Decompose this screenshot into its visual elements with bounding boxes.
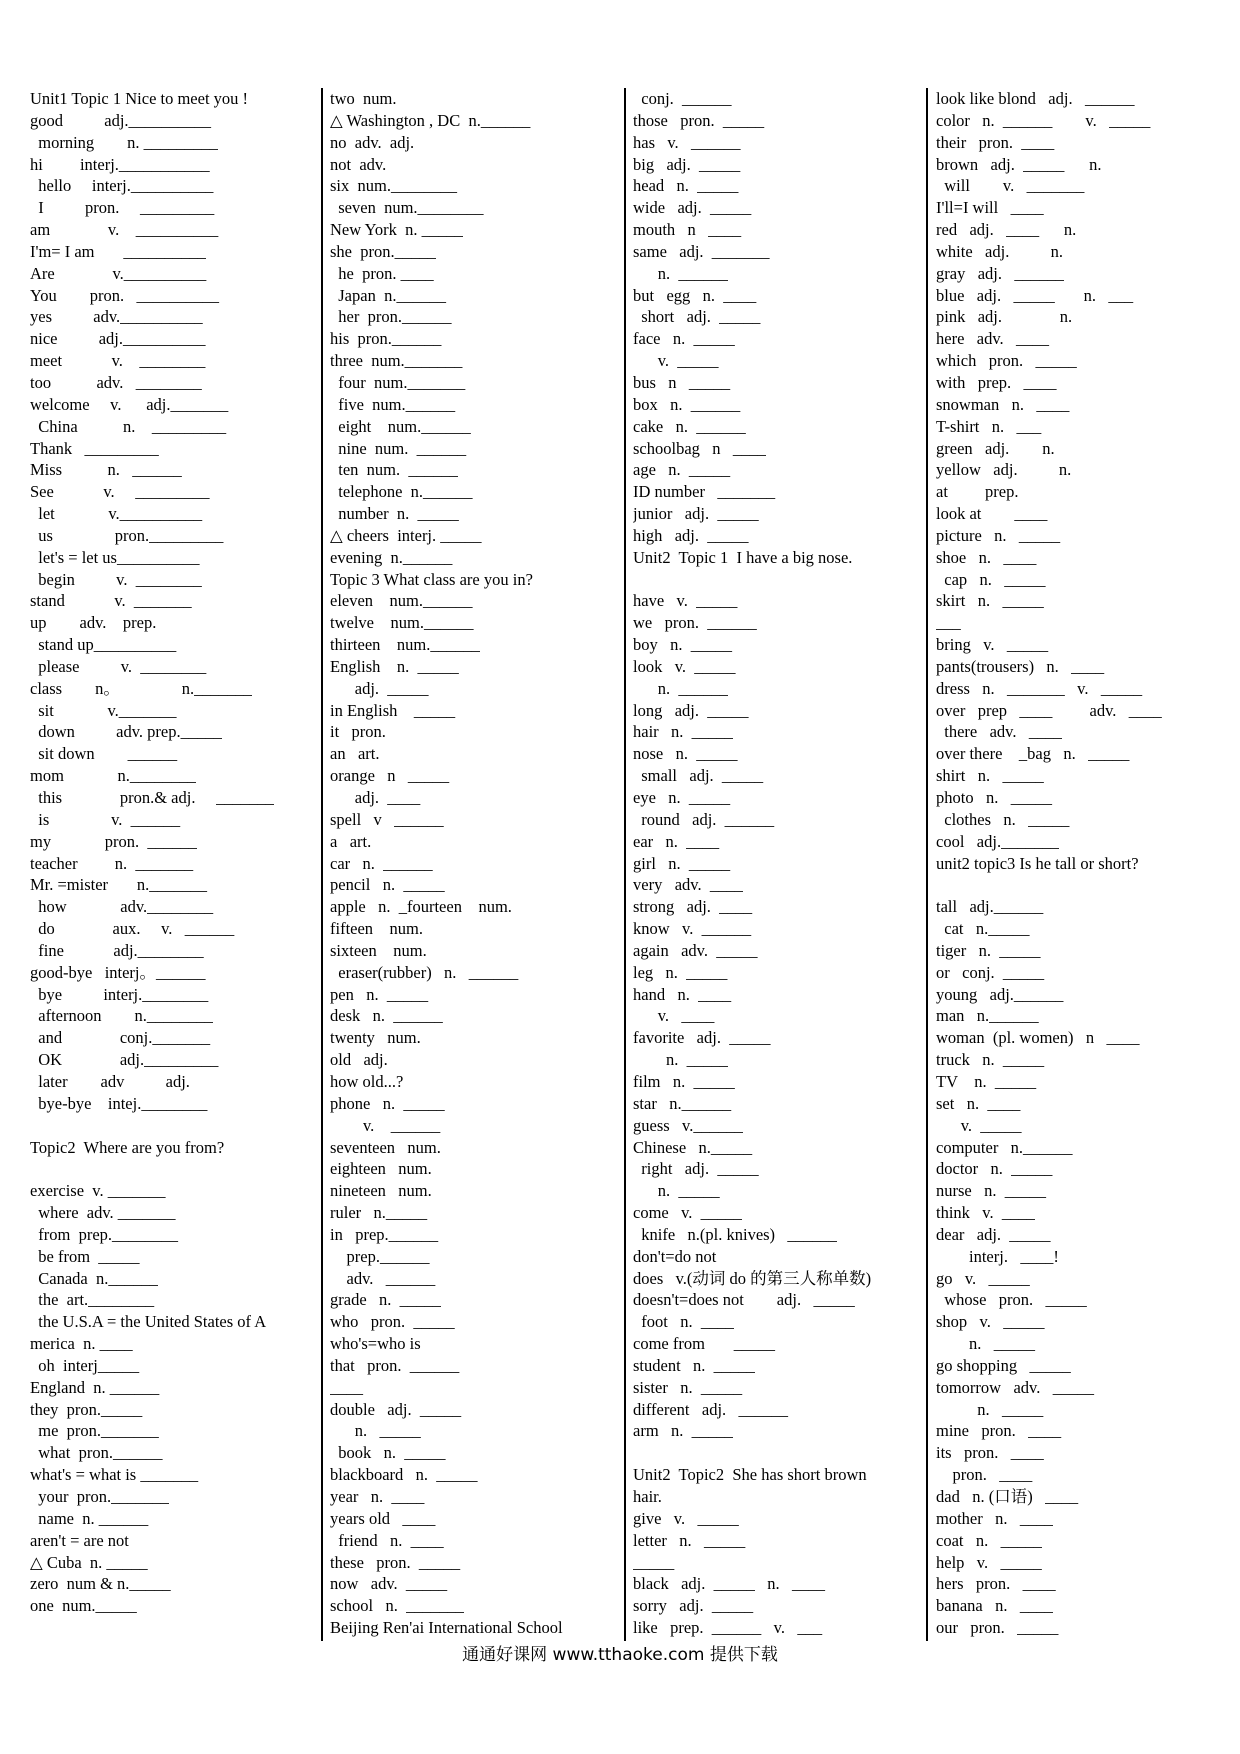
vocab-line: teacher n. _______	[30, 853, 194, 873]
vocab-line: v. _____	[633, 351, 719, 371]
vocab-line: cool adj._______	[936, 831, 1059, 851]
vocab-line: double adj. _____	[330, 1399, 462, 1419]
vocab-line: student n. _____	[633, 1355, 755, 1375]
vocab-line: in prep.______	[330, 1224, 439, 1244]
vocab-line: boy n. _____	[633, 635, 732, 655]
vocab-line: does v.(动词 do 的第三人称单数)	[633, 1268, 872, 1288]
vocab-line: who pron. _____	[330, 1312, 455, 1332]
vocab-line: let v.__________	[30, 504, 203, 524]
vocab-line: twenty num.	[330, 1028, 421, 1048]
vocab-line: eleven num.______	[330, 591, 473, 611]
vocab-line	[633, 569, 923, 591]
vocab-line: over prep ____ adv. ____	[936, 700, 1162, 720]
vocab-line: go shopping _____	[936, 1355, 1071, 1375]
vocab-line: how adv.________	[30, 897, 214, 917]
vocab-line: she pron._____	[330, 241, 436, 261]
vocab-line: n. _____	[936, 1399, 1044, 1419]
vocab-line: hello interj.__________	[30, 176, 214, 196]
vocab-line: △ Washington , DC n.______	[330, 110, 531, 130]
vocab-line: eighteen num.	[330, 1159, 432, 1179]
vocab-line: See v. _________	[30, 482, 210, 502]
vocab-line: conj. ______	[633, 89, 732, 108]
vocab-line: come from _____	[633, 1334, 776, 1354]
vocab-line: star n.______	[633, 1093, 732, 1113]
vocab-line: tiger n. _____	[936, 940, 1041, 960]
vocab-line: class n。 n._______	[30, 678, 252, 698]
vocab-line: good adj.__________	[30, 110, 212, 130]
vocab-line: or conj. _____	[936, 962, 1045, 982]
vocab-line: bye interj.________	[30, 984, 209, 1004]
vocab-line: nice adj.__________	[30, 329, 206, 349]
vocab-line: Unit2 Topic2 She has short brown	[633, 1465, 867, 1485]
vocab-line: again adv. _____	[633, 940, 758, 960]
vocab-line: seventeen num.	[330, 1137, 441, 1157]
vocab-line: adj. ____	[330, 788, 421, 807]
vocab-line: their pron. ____	[936, 132, 1055, 152]
vocab-line: interj. ____!	[936, 1246, 1059, 1266]
vocab-line: truck n. _____	[936, 1050, 1045, 1070]
vocab-line: begin v. ________	[30, 569, 202, 589]
vocab-line: name n. ______	[30, 1508, 149, 1528]
vocab-line: do aux. v. ______	[30, 919, 235, 939]
vocab-line: book n. _____	[330, 1443, 446, 1463]
vocab-line: cat n._____	[936, 919, 1030, 939]
vocab-line: two num.	[330, 89, 397, 108]
vocab-line: but egg n. ____	[633, 285, 757, 305]
vocab-line: give v. _____	[633, 1508, 739, 1528]
vocab-line: brown adj. _____ n.	[936, 154, 1102, 174]
vocab-line: fifteen num.	[330, 919, 424, 939]
vocab-line: ear n. ____	[633, 831, 720, 851]
vocab-line: and conj._______	[30, 1028, 211, 1048]
vocab-line: film n. _____	[633, 1071, 735, 1091]
vocab-line: his pron.______	[330, 329, 442, 349]
vocab-line: ID number _______	[633, 482, 776, 502]
vocab-line: he pron. ____	[330, 263, 434, 283]
vocab-line: junior adj. _____	[633, 504, 759, 524]
vocab-line: number n. _____	[330, 504, 459, 524]
vocab-line: phone n. _____	[330, 1093, 445, 1113]
vocab-line: favorite adj. _____	[633, 1028, 771, 1048]
vocab-line: Japan n.______	[330, 285, 446, 305]
vocab-line: aren't = are not	[30, 1530, 129, 1550]
vocab-line: snowman n. ____	[936, 394, 1070, 414]
vocab-line: same adj. _______	[633, 241, 770, 261]
vocab-line: nineteen num.	[330, 1181, 432, 1201]
vocab-line: fine adj.________	[30, 940, 204, 960]
vocab-line: six num.________	[330, 176, 457, 196]
vocab-line: ruler n._____	[330, 1203, 428, 1223]
vocab-line: pen n. _____	[330, 984, 429, 1004]
vocab-line: prep.______	[330, 1246, 430, 1266]
vocab-line: desk n. ______	[330, 1006, 443, 1026]
vocab-line: be from _____	[30, 1246, 140, 1266]
vocab-line: v. ______	[330, 1115, 441, 1135]
vocab-line: this pron.& adj. _______	[30, 788, 274, 807]
vocab-line: Thank _________	[30, 438, 159, 458]
vocab-line: hers pron. ____	[936, 1574, 1056, 1594]
vocab-line: four num._______	[330, 372, 466, 392]
vocab-line: computer n.______	[936, 1137, 1073, 1157]
vocab-line: T-shirt n. ___	[936, 416, 1042, 436]
vocab-line: unit2 topic3 Is he tall or short?	[936, 853, 1139, 873]
vocab-line: n. _____	[633, 1050, 728, 1070]
vocab-line: Miss n. ______	[30, 460, 182, 480]
vocab-line: me pron._______	[30, 1421, 159, 1441]
vocab-line: a art.	[330, 831, 372, 851]
vocab-line: what's = what is _______	[30, 1465, 199, 1485]
vocab-line: different adj. ______	[633, 1399, 789, 1419]
vocab-line: pron. ____	[936, 1465, 1033, 1485]
vocab-line: strong adj. ____	[633, 897, 753, 917]
vocab-line: letter n. _____	[633, 1530, 746, 1550]
vocab-line: now adv. _____	[330, 1574, 448, 1594]
vocab-line: right adj. _____	[633, 1159, 759, 1179]
vocab-line: ten num. ______	[330, 460, 458, 480]
vocab-line: long adj. _____	[633, 700, 749, 720]
vocab-line: banana n. ____	[936, 1596, 1053, 1616]
vocab-line: TV n. _____	[936, 1071, 1037, 1091]
vocab-line: will v. _______	[936, 176, 1085, 196]
vocab-line: at prep.	[936, 482, 1019, 502]
vocab-line: v. _____	[936, 1115, 1022, 1135]
vocab-line: n. ______	[633, 263, 728, 283]
vocab-line: Canada n.______	[30, 1268, 158, 1288]
vocab-line: eye n. _____	[633, 788, 731, 807]
vocab-line: shop v. _____	[936, 1312, 1045, 1332]
vocab-line: is v. ______	[30, 809, 181, 829]
vocab-line: clothes n. _____	[936, 809, 1070, 829]
vocab-line: sixteen num.	[330, 940, 427, 960]
vocab-line: nurse n. _____	[936, 1181, 1046, 1201]
column-1	[30, 88, 320, 1641]
vocab-line: exercise v. _______	[30, 1181, 166, 1201]
vocab-line: afternoon n.________	[30, 1006, 213, 1026]
vocab-line: face n. _____	[633, 329, 735, 349]
vocab-line: hi interj.___________	[30, 154, 210, 174]
vocab-line: Are v.__________	[30, 263, 207, 283]
vocab-line: Topic2 Where are you from?	[30, 1137, 225, 1157]
vocab-line: coat n. _____	[936, 1530, 1042, 1550]
vocab-line: pink adj. n.	[936, 307, 1073, 327]
vocab-line: n. ______	[633, 678, 728, 698]
vocab-line: don't=do not	[633, 1246, 717, 1266]
vocab-line: nose n. _____	[633, 744, 738, 764]
vocab-line: adv. ______	[330, 1268, 436, 1288]
vocab-line	[936, 874, 1216, 896]
vocab-line: bring v. _____	[936, 635, 1049, 655]
vocab-line: doesn't=does not adj. _____	[633, 1290, 855, 1310]
vocab-line: n. _____	[936, 1334, 1035, 1354]
vocab-line: China n. _________	[30, 416, 227, 436]
vocab-line: green adj. n.	[936, 438, 1055, 458]
vocab-line: Unit2 Topic 1 I have a big nose.	[633, 547, 853, 567]
vocab-line: who's=who is	[330, 1334, 421, 1354]
vocab-line: leg n. _____	[633, 962, 728, 982]
vocab-line: years old ____	[330, 1508, 436, 1528]
vocab-line: very adv. ____	[633, 875, 743, 895]
vocab-line: morning n. _________	[30, 132, 218, 152]
vocab-line: an art.	[330, 744, 380, 764]
vocab-line: seven num.________	[330, 198, 484, 218]
vocab-line: look v. _____	[633, 656, 736, 676]
vocab-line	[30, 1115, 320, 1137]
vocab-line: evening n.______	[330, 547, 453, 567]
vocab-line: my pron. ______	[30, 831, 197, 851]
vocab-line: guess v.______	[633, 1115, 743, 1135]
vocab-line: △ cheers interj. _____	[330, 525, 482, 545]
vocab-line: it pron.	[330, 722, 386, 742]
vocab-line: n. _____	[633, 1181, 720, 1201]
vocab-line: grade n. _____	[330, 1290, 441, 1310]
vocab-line: ___	[936, 613, 961, 633]
vocab-line: bye-bye intej.________	[30, 1093, 208, 1113]
vocab-line: down adv. prep._____	[30, 722, 222, 742]
vocab-line: England n. ______	[30, 1377, 160, 1397]
vocab-line: in English _____	[330, 700, 456, 720]
column-2	[330, 88, 615, 1641]
vocab-line: no adv. adj.	[330, 132, 415, 152]
vocab-line: twelve num.______	[330, 613, 474, 633]
footer-source: 通通好课网 www.tthaoke.com 提供下载	[462, 1645, 778, 1665]
vocab-line: nine num. ______	[330, 438, 467, 458]
vocab-line: stand up__________	[30, 635, 177, 655]
vocab-line: orange n _____	[330, 766, 450, 786]
vocab-line: young adj.______	[936, 984, 1064, 1004]
vocab-line: gray adj. ______	[936, 263, 1064, 283]
vocab-line: think v. ____	[936, 1203, 1035, 1223]
vocab-line: come v. _____	[633, 1203, 742, 1223]
vocab-line: Unit1 Topic 1 Nice to meet you !	[30, 89, 249, 108]
vocab-line: yes adv.__________	[30, 307, 203, 327]
vocab-line: tall adj.______	[936, 897, 1044, 917]
vocab-line: there adv. ____	[936, 722, 1062, 742]
vocab-line: zero num & n._____	[30, 1574, 171, 1594]
vocab-line: shirt n. _____	[936, 766, 1044, 786]
vocab-line: school n. _______	[330, 1596, 464, 1616]
vocab-line: three num._______	[330, 351, 463, 371]
vocab-line: round adj. ______	[633, 809, 775, 829]
vocab-line: arm n. _____	[633, 1421, 733, 1441]
vocab-line: hair.	[633, 1487, 662, 1506]
vocab-line: please v. ________	[30, 656, 207, 676]
vocab-line: yellow adj. n.	[936, 460, 1072, 480]
vocab-line: bus n _____	[633, 372, 731, 392]
vocab-line: v. ____	[633, 1006, 715, 1026]
vocab-line: high adj. _____	[633, 525, 749, 545]
vocab-line: has v. ______	[633, 132, 741, 152]
vocab-line: spell v ______	[330, 809, 444, 829]
vocab-line: merica n. ____	[30, 1334, 133, 1354]
vocab-line: Beijing Ren'ai International School	[330, 1618, 563, 1638]
vocab-line: sit v._______	[30, 700, 177, 720]
vocab-line: how old...?	[330, 1071, 404, 1091]
vocab-line: her pron.______	[330, 307, 452, 327]
vocab-line: five num.______	[330, 394, 456, 414]
vocab-line: mom n.________	[30, 766, 196, 786]
vocab-line: whose pron. _____	[936, 1290, 1087, 1310]
vocab-line: head n. _____	[633, 176, 739, 196]
column-divider	[926, 88, 928, 1641]
vocab-line: dress n. _______ v. _____	[936, 678, 1143, 698]
vocab-line: go v. _____	[936, 1268, 1030, 1288]
vocab-line: too adv. ________	[30, 372, 202, 392]
vocab-line: knife n.(pl. knives) ______	[633, 1224, 837, 1244]
vocab-line: white adj. n.	[936, 241, 1063, 261]
vocab-line: old adj.	[330, 1050, 388, 1070]
vocab-line: your pron._______	[30, 1487, 169, 1506]
vocab-line: New York n. _____	[330, 220, 463, 240]
vocab-line: we pron. ______	[633, 613, 757, 633]
vocab-line: car n. ______	[330, 853, 433, 873]
vocab-line: these pron. _____	[330, 1552, 461, 1572]
vocab-line: skirt n. _____	[936, 591, 1044, 611]
vocab-line: ____	[330, 1377, 363, 1397]
vocab-line: hand n. ____	[633, 984, 732, 1004]
vocab-line: with prep. ____	[936, 372, 1057, 392]
vocab-line: apple n. _fourteen num.	[330, 897, 512, 917]
vocab-line: us pron._________	[30, 525, 224, 545]
vocab-line	[30, 1158, 320, 1180]
vocab-line: that pron. ______	[330, 1355, 460, 1375]
vocab-line: where adv. _______	[30, 1203, 176, 1223]
vocab-line: the art.________	[30, 1290, 155, 1310]
vocab-line: shoe n. ____	[936, 547, 1037, 567]
vocab-line: am v. __________	[30, 220, 219, 240]
vocab-line: dad n. (口语) ____	[936, 1487, 1079, 1506]
vocab-line: hair n. _____	[633, 722, 733, 742]
vocab-line: doctor n. _____	[936, 1159, 1053, 1179]
vocab-line: blue adj. _____ n. ___	[936, 285, 1134, 305]
vocab-line: cake n. ______	[633, 416, 746, 436]
vocab-line: pants(trousers) n. ____	[936, 656, 1105, 676]
vocab-line: which pron. _____	[936, 351, 1077, 371]
vocab-line: small adj. _____	[633, 766, 764, 786]
vocab-line: telephone n.______	[330, 482, 473, 502]
vocab-line: help v. _____	[936, 1552, 1042, 1572]
vocab-line: _____	[633, 1552, 675, 1572]
vocab-line: eraser(rubber) n. ______	[330, 962, 519, 982]
column-4	[936, 88, 1216, 1641]
vocab-line: blackboard n. _____	[330, 1465, 478, 1485]
column-divider	[624, 88, 626, 1641]
vocab-line: color n. ______ v. _____	[936, 110, 1151, 130]
vocab-line: black adj. _____ n. ____	[633, 1574, 826, 1594]
vocab-line: age n. _____	[633, 460, 731, 480]
vocab-line: mother n. ____	[936, 1508, 1053, 1528]
vocab-line: later adv adj.	[30, 1071, 190, 1091]
vocab-line: up adv. prep.	[30, 613, 157, 633]
vocab-line: cap n. _____	[936, 569, 1046, 589]
vocab-line: wide adj. _____	[633, 198, 752, 218]
vocab-line: have v. _____	[633, 591, 738, 611]
vocab-line: sorry adj. _____	[633, 1596, 754, 1616]
vocab-line: mouth n ____	[633, 220, 742, 240]
vocab-line: OK adj._________	[30, 1050, 219, 1070]
vocab-line: its pron. ____	[936, 1443, 1044, 1463]
vocab-line: Chinese n._____	[633, 1137, 753, 1157]
vocab-line: year n. ____	[330, 1487, 425, 1506]
vocab-line: oh interj_____	[30, 1355, 140, 1375]
vocab-line: they pron._____	[30, 1399, 143, 1419]
vocab-line: short adj. _____	[633, 307, 761, 327]
vocab-line: photo n. _____	[936, 788, 1052, 807]
vocab-line: I'm= I am __________	[30, 241, 206, 261]
vocab-line: the U.S.A = the United States of A	[30, 1312, 267, 1332]
vocab-line: Topic 3 What class are you in?	[330, 569, 533, 589]
vocab-line: girl n. _____	[633, 853, 731, 873]
vocab-line: mine pron. ____	[936, 1421, 1062, 1441]
vocab-line: good-bye interj。______	[30, 962, 206, 982]
vocab-line: eight num.______	[330, 416, 471, 436]
vocab-line: not adv.	[330, 154, 387, 174]
vocab-line: adj. _____	[330, 678, 429, 698]
vocab-line: look at ____	[936, 504, 1048, 524]
vocab-line: Mr. =mister n._______	[30, 875, 208, 895]
vocab-line: picture n. _____	[936, 525, 1061, 545]
vocab-line: schoolbag n ____	[633, 438, 766, 458]
vocab-line: friend n. ____	[330, 1530, 444, 1550]
vocab-line: English n. _____	[330, 656, 459, 676]
vocab-line: n. _____	[330, 1421, 421, 1441]
vocab-line: know v. ______	[633, 919, 752, 939]
vocab-line: stand v. _______	[30, 591, 192, 611]
vocab-line: look like blond adj. ______	[936, 89, 1135, 108]
vocab-line: foot n. ____	[633, 1312, 734, 1332]
vocab-line: man n.______	[936, 1006, 1039, 1026]
vocab-line: I'll=I will ____	[936, 198, 1044, 218]
vocab-line: sit down ______	[30, 744, 178, 764]
vocab-line: what pron.______	[30, 1443, 163, 1463]
vocab-line: tomorrow adv. _____	[936, 1377, 1094, 1397]
vocab-line: from prep.________	[30, 1224, 179, 1244]
vocab-line: I pron. _________	[30, 198, 215, 218]
column-divider	[321, 88, 323, 1641]
vocab-line: over there _bag n. _____	[936, 744, 1130, 764]
vocab-line: our pron. _____	[936, 1618, 1059, 1638]
vocab-line: meet v. ________	[30, 351, 206, 371]
vocab-line: dear adj. _____	[936, 1224, 1051, 1244]
vocab-line: box n. ______	[633, 394, 741, 414]
vocab-line: one num._____	[30, 1596, 137, 1616]
vocab-line: big adj. _____	[633, 154, 741, 174]
vocab-line: △ Cuba n. _____	[30, 1552, 148, 1572]
vocab-line	[633, 1442, 923, 1464]
vocab-line: like prep. ______ v. ___	[633, 1618, 823, 1638]
vocab-line: woman (pl. women) n ____	[936, 1028, 1140, 1048]
vocab-line: sister n. _____	[633, 1377, 743, 1397]
vocab-line: red adj. ____ n.	[936, 220, 1077, 240]
column-3	[633, 88, 923, 1641]
vocab-line: those pron. _____	[633, 110, 765, 130]
vocab-line: You pron. __________	[30, 285, 220, 305]
vocab-line: set n. ____	[936, 1093, 1021, 1113]
vocab-line: here adv. ____	[936, 329, 1050, 349]
vocab-line: welcome v. adj._______	[30, 394, 229, 414]
vocab-line: pencil n. _____	[330, 875, 445, 895]
vocab-line: let's = let us__________	[30, 547, 200, 567]
vocab-line: thirteen num.______	[330, 635, 480, 655]
